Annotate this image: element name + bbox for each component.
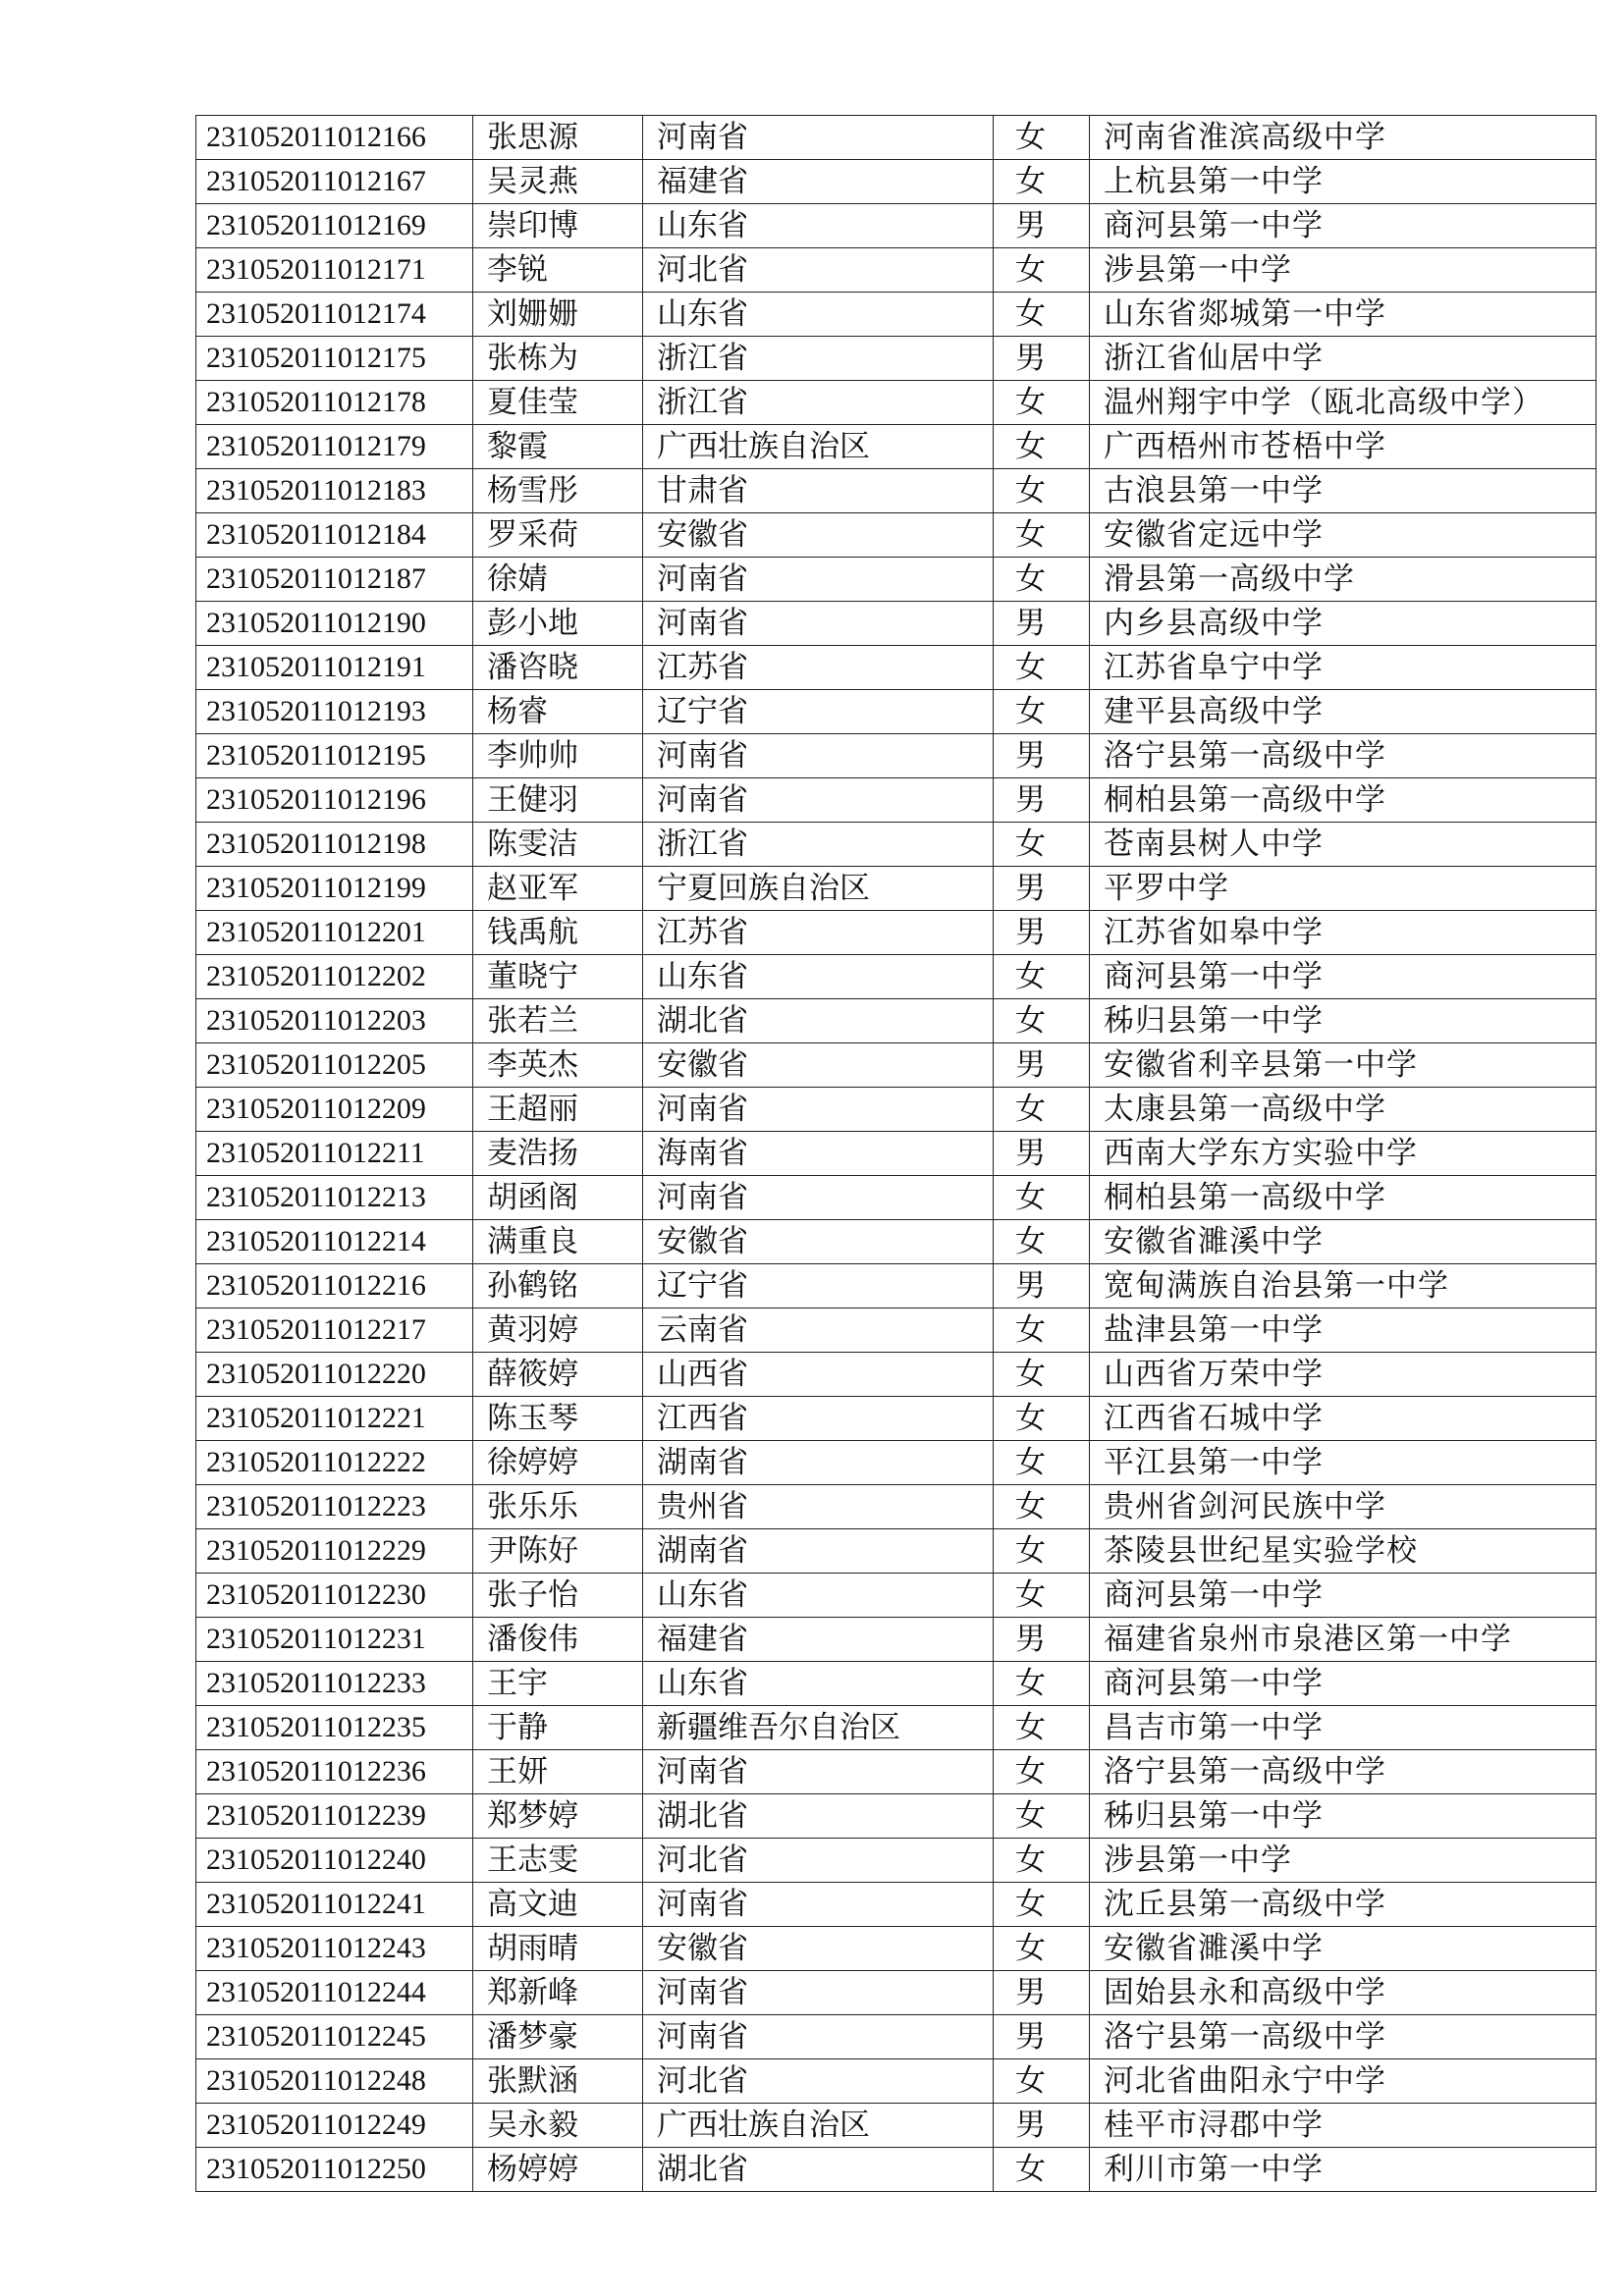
table-row [196,646,1597,690]
student-name-cell: 李英杰 [473,1043,643,1088]
gender-cell: 女 [994,293,1090,337]
student-name-cell: 夏佳莹 [473,381,643,425]
table-row [196,1088,1597,1132]
student-id-cell: 231052011012249 [196,2104,473,2148]
province-cell: 河南省 [643,2015,994,2059]
student-id-cell: 231052011012243 [196,1927,473,1971]
gender-cell: 男 [994,1132,1090,1176]
school-cell: 江西省石城中学 [1090,1397,1597,1441]
school-cell: 商河县第一中学 [1090,955,1597,999]
province-cell: 广西壮族自治区 [643,425,994,469]
province-cell: 河南省 [643,734,994,778]
student-id-cell: 231052011012235 [196,1706,473,1750]
province-cell: 河南省 [643,778,994,823]
gender-cell: 女 [994,469,1090,513]
province-cell: 河南省 [643,1750,994,1794]
gender-cell: 男 [994,734,1090,778]
school-cell: 古浪县第一中学 [1090,469,1597,513]
student-name-cell: 胡雨晴 [473,1927,643,1971]
table-row [196,425,1597,469]
student-id-cell: 231052011012193 [196,690,473,734]
province-cell: 山东省 [643,955,994,999]
student-name-cell: 王妍 [473,1750,643,1794]
student-name-cell: 黄羽婷 [473,1308,643,1353]
table-row [196,823,1597,867]
gender-cell: 女 [994,2059,1090,2104]
gender-cell: 女 [994,1441,1090,1485]
school-cell: 洛宁县第一高级中学 [1090,734,1597,778]
gender-cell: 女 [994,1220,1090,1264]
student-id-cell: 231052011012244 [196,1971,473,2015]
student-id-cell: 231052011012216 [196,1264,473,1308]
province-cell: 浙江省 [643,381,994,425]
table-row [196,2015,1597,2059]
student-name-cell: 陈雯洁 [473,823,643,867]
province-cell: 福建省 [643,160,994,204]
school-cell: 平罗中学 [1090,867,1597,911]
table-row [196,1839,1597,1883]
student-id-cell: 231052011012233 [196,1662,473,1706]
table-row [196,999,1597,1043]
student-name-cell: 钱禹航 [473,911,643,955]
student-id-cell: 231052011012201 [196,911,473,955]
table-row [196,1308,1597,1353]
gender-cell: 女 [994,1176,1090,1220]
student-name-cell: 潘梦豪 [473,2015,643,2059]
gender-cell: 女 [994,1088,1090,1132]
student-name-cell: 于静 [473,1706,643,1750]
gender-cell: 女 [994,558,1090,602]
gender-cell: 女 [994,116,1090,160]
student-id-cell: 231052011012179 [196,425,473,469]
gender-cell: 女 [994,823,1090,867]
province-cell: 河南省 [643,116,994,160]
student-name-cell: 杨婷婷 [473,2148,643,2192]
student-id-cell: 231052011012213 [196,1176,473,1220]
student-id-cell: 231052011012171 [196,248,473,293]
student-name-cell: 李锐 [473,248,643,293]
province-cell: 湖南省 [643,1529,994,1574]
gender-cell: 女 [994,425,1090,469]
table-row [196,381,1597,425]
school-cell: 太康县第一高级中学 [1090,1088,1597,1132]
gender-cell: 女 [994,999,1090,1043]
gender-cell: 女 [994,1839,1090,1883]
province-cell: 安徽省 [643,1927,994,1971]
table-row [196,1176,1597,1220]
school-cell: 山东省郯城第一中学 [1090,293,1597,337]
school-cell: 安徽省濉溪中学 [1090,1220,1597,1264]
student-name-cell: 潘咨晓 [473,646,643,690]
gender-cell: 女 [994,1706,1090,1750]
province-cell: 海南省 [643,1132,994,1176]
table-row [196,1441,1597,1485]
student-id-cell: 231052011012178 [196,381,473,425]
table-row [196,204,1597,248]
province-cell: 福建省 [643,1618,994,1662]
table-row [196,337,1597,381]
school-cell: 江苏省阜宁中学 [1090,646,1597,690]
province-cell: 新疆维吾尔自治区 [643,1706,994,1750]
student-id-cell: 231052011012236 [196,1750,473,1794]
student-name-cell: 黎霞 [473,425,643,469]
school-cell: 平江县第一中学 [1090,1441,1597,1485]
province-cell: 宁夏回族自治区 [643,867,994,911]
student-name-cell: 麦浩扬 [473,1132,643,1176]
gender-cell: 女 [994,1574,1090,1618]
gender-cell: 男 [994,2104,1090,2148]
gender-cell: 女 [994,1397,1090,1441]
student-name-cell: 杨睿 [473,690,643,734]
province-cell: 河北省 [643,1839,994,1883]
student-id-cell: 231052011012222 [196,1441,473,1485]
student-id-cell: 231052011012184 [196,513,473,558]
school-cell: 广西梧州市苍梧中学 [1090,425,1597,469]
table-row [196,911,1597,955]
province-cell: 湖北省 [643,1794,994,1839]
gender-cell: 女 [994,955,1090,999]
school-cell: 温州翔宇中学（瓯北高级中学） [1090,381,1597,425]
table-row [196,116,1597,160]
table-row [196,1794,1597,1839]
province-cell: 湖北省 [643,999,994,1043]
province-cell: 江西省 [643,1397,994,1441]
student-name-cell: 李帅帅 [473,734,643,778]
province-cell: 安徽省 [643,513,994,558]
school-cell: 宽甸满族自治县第一中学 [1090,1264,1597,1308]
student-name-cell: 陈玉琴 [473,1397,643,1441]
gender-cell: 女 [994,1353,1090,1397]
student-id-cell: 231052011012209 [196,1088,473,1132]
table-row [196,469,1597,513]
student-id-cell: 231052011012195 [196,734,473,778]
gender-cell: 女 [994,160,1090,204]
gender-cell: 女 [994,1794,1090,1839]
gender-cell: 女 [994,1927,1090,1971]
province-cell: 河北省 [643,2059,994,2104]
school-cell: 昌吉市第一中学 [1090,1706,1597,1750]
province-cell: 山东省 [643,1662,994,1706]
table-row [196,734,1597,778]
gender-cell: 男 [994,1043,1090,1088]
school-cell: 盐津县第一中学 [1090,1308,1597,1353]
student-name-cell: 满重良 [473,1220,643,1264]
province-cell: 湖南省 [643,1441,994,1485]
table-row [196,513,1597,558]
province-cell: 江苏省 [643,911,994,955]
province-cell: 山西省 [643,1353,994,1397]
student-id-cell: 231052011012196 [196,778,473,823]
student-name-cell: 潘俊伟 [473,1618,643,1662]
school-cell: 利川市第一中学 [1090,2148,1597,2192]
student-name-cell: 张子怡 [473,1574,643,1618]
school-cell: 内乡县高级中学 [1090,602,1597,646]
student-id-cell: 231052011012198 [196,823,473,867]
gender-cell: 男 [994,204,1090,248]
gender-cell: 男 [994,1618,1090,1662]
student-id-cell: 231052011012205 [196,1043,473,1088]
gender-cell: 女 [994,690,1090,734]
student-name-cell: 杨雪彤 [473,469,643,513]
school-cell: 福建省泉州市泉港区第一中学 [1090,1618,1597,1662]
student-name-cell: 刘姗姗 [473,293,643,337]
gender-cell: 女 [994,1883,1090,1927]
student-id-cell: 231052011012175 [196,337,473,381]
gender-cell: 女 [994,1308,1090,1353]
table-row [196,558,1597,602]
student-name-cell: 王宇 [473,1662,643,1706]
table-row [196,1750,1597,1794]
school-cell: 河北省曲阳永宁中学 [1090,2059,1597,2104]
student-name-cell: 董晓宁 [473,955,643,999]
table-row [196,1485,1597,1529]
gender-cell: 女 [994,1529,1090,1574]
table-row [196,1264,1597,1308]
school-cell: 固始县永和高级中学 [1090,1971,1597,2015]
table-row [196,690,1597,734]
table-row [196,1971,1597,2015]
student-id-cell: 231052011012250 [196,2148,473,2192]
province-cell: 河北省 [643,248,994,293]
province-cell: 浙江省 [643,337,994,381]
province-cell: 河南省 [643,602,994,646]
province-cell: 浙江省 [643,823,994,867]
gender-cell: 女 [994,646,1090,690]
table-row [196,602,1597,646]
school-cell: 江苏省如皋中学 [1090,911,1597,955]
student-name-cell: 赵亚军 [473,867,643,911]
student-name-cell: 吴灵燕 [473,160,643,204]
school-cell: 浙江省仙居中学 [1090,337,1597,381]
student-id-cell: 231052011012211 [196,1132,473,1176]
student-name-cell: 张思源 [473,116,643,160]
student-id-cell: 231052011012240 [196,1839,473,1883]
province-cell: 安徽省 [643,1220,994,1264]
student-name-cell: 张栋为 [473,337,643,381]
student-id-cell: 231052011012239 [196,1794,473,1839]
province-cell: 山东省 [643,293,994,337]
table-row [196,2148,1597,2192]
gender-cell: 男 [994,1971,1090,2015]
table-row [196,1220,1597,1264]
province-cell: 辽宁省 [643,690,994,734]
school-cell: 滑县第一高级中学 [1090,558,1597,602]
student-name-cell: 郑梦婷 [473,1794,643,1839]
table-row [196,1662,1597,1706]
school-cell: 洛宁县第一高级中学 [1090,1750,1597,1794]
student-id-cell: 231052011012203 [196,999,473,1043]
school-cell: 安徽省濉溪中学 [1090,1927,1597,1971]
table-row [196,1043,1597,1088]
table-row [196,1529,1597,1574]
school-cell: 山西省万荣中学 [1090,1353,1597,1397]
student-id-cell: 231052011012202 [196,955,473,999]
student-id-cell: 231052011012221 [196,1397,473,1441]
student-name-cell: 王超丽 [473,1088,643,1132]
table-row [196,1706,1597,1750]
student-name-cell: 张乐乐 [473,1485,643,1529]
student-name-cell: 胡函阁 [473,1176,643,1220]
school-cell: 河南省淮滨高级中学 [1090,116,1597,160]
gender-cell: 女 [994,1485,1090,1529]
table-row [196,1574,1597,1618]
table-row [196,248,1597,293]
gender-cell: 男 [994,867,1090,911]
student-id-cell: 231052011012166 [196,116,473,160]
province-cell: 辽宁省 [643,1264,994,1308]
gender-cell: 女 [994,513,1090,558]
province-cell: 河南省 [643,1088,994,1132]
province-cell: 山东省 [643,1574,994,1618]
student-name-cell: 孙鹤铭 [473,1264,643,1308]
student-name-cell: 高文迪 [473,1883,643,1927]
province-cell: 河南省 [643,1971,994,2015]
school-cell: 商河县第一中学 [1090,1574,1597,1618]
student-name-cell: 王志雯 [473,1839,643,1883]
student-id-cell: 231052011012167 [196,160,473,204]
student-id-cell: 231052011012229 [196,1529,473,1574]
table-row [196,2104,1597,2148]
student-id-cell: 231052011012241 [196,1883,473,1927]
student-id-cell: 231052011012248 [196,2059,473,2104]
school-cell: 沈丘县第一高级中学 [1090,1883,1597,1927]
province-cell: 河南省 [643,1176,994,1220]
student-name-cell: 崇印博 [473,204,643,248]
table-row [196,778,1597,823]
gender-cell: 女 [994,381,1090,425]
province-cell: 甘肃省 [643,469,994,513]
roster-table [195,115,1597,2192]
student-name-cell: 吴永毅 [473,2104,643,2148]
table-row [196,293,1597,337]
school-cell: 涉县第一中学 [1090,248,1597,293]
student-id-cell: 231052011012183 [196,469,473,513]
school-cell: 商河县第一中学 [1090,1662,1597,1706]
table-row [196,1927,1597,1971]
student-id-cell: 231052011012220 [196,1353,473,1397]
student-id-cell: 231052011012230 [196,1574,473,1618]
school-cell: 秭归县第一中学 [1090,1794,1597,1839]
table-row [196,1883,1597,1927]
table-row [196,955,1597,999]
table-row [196,867,1597,911]
school-cell: 秭归县第一中学 [1090,999,1597,1043]
student-name-cell: 彭小地 [473,602,643,646]
student-id-cell: 231052011012191 [196,646,473,690]
student-id-cell: 231052011012217 [196,1308,473,1353]
student-name-cell: 张默涵 [473,2059,643,2104]
school-cell: 桂平市浔郡中学 [1090,2104,1597,2148]
gender-cell: 女 [994,248,1090,293]
school-cell: 安徽省定远中学 [1090,513,1597,558]
student-name-cell: 薛筱婷 [473,1353,643,1397]
province-cell: 云南省 [643,1308,994,1353]
student-name-cell: 徐婧 [473,558,643,602]
province-cell: 广西壮族自治区 [643,2104,994,2148]
student-id-cell: 231052011012245 [196,2015,473,2059]
school-cell: 安徽省利辛县第一中学 [1090,1043,1597,1088]
gender-cell: 女 [994,2148,1090,2192]
school-cell: 涉县第一中学 [1090,1839,1597,1883]
province-cell: 河南省 [643,558,994,602]
school-cell: 桐柏县第一高级中学 [1090,1176,1597,1220]
school-cell: 洛宁县第一高级中学 [1090,2015,1597,2059]
gender-cell: 男 [994,337,1090,381]
table-row [196,1132,1597,1176]
province-cell: 山东省 [643,204,994,248]
gender-cell: 女 [994,1662,1090,1706]
gender-cell: 男 [994,911,1090,955]
student-id-cell: 231052011012199 [196,867,473,911]
student-id-cell: 231052011012214 [196,1220,473,1264]
student-id-cell: 231052011012169 [196,204,473,248]
student-name-cell: 罗采荷 [473,513,643,558]
school-cell: 西南大学东方实验中学 [1090,1132,1597,1176]
province-cell: 江苏省 [643,646,994,690]
gender-cell: 男 [994,1264,1090,1308]
gender-cell: 女 [994,1750,1090,1794]
school-cell: 茶陵县世纪星实验学校 [1090,1529,1597,1574]
table-row [196,1353,1597,1397]
school-cell: 商河县第一中学 [1090,204,1597,248]
gender-cell: 男 [994,778,1090,823]
province-cell: 河南省 [643,1883,994,1927]
gender-cell: 男 [994,602,1090,646]
student-name-cell: 徐婷婷 [473,1441,643,1485]
school-cell: 贵州省剑河民族中学 [1090,1485,1597,1529]
school-cell: 上杭县第一中学 [1090,160,1597,204]
school-cell: 建平县高级中学 [1090,690,1597,734]
student-id-cell: 231052011012190 [196,602,473,646]
student-name-cell: 张若兰 [473,999,643,1043]
table-row [196,2059,1597,2104]
table-row [196,1397,1597,1441]
student-id-cell: 231052011012223 [196,1485,473,1529]
student-name-cell: 郑新峰 [473,1971,643,2015]
province-cell: 安徽省 [643,1043,994,1088]
school-cell: 苍南县树人中学 [1090,823,1597,867]
school-cell: 桐柏县第一高级中学 [1090,778,1597,823]
table-row [196,1618,1597,1662]
province-cell: 湖北省 [643,2148,994,2192]
student-name-cell: 尹陈好 [473,1529,643,1574]
table-row [196,160,1597,204]
province-cell: 贵州省 [643,1485,994,1529]
roster-table-body [196,116,1597,2192]
student-id-cell: 231052011012231 [196,1618,473,1662]
gender-cell: 男 [994,2015,1090,2059]
student-id-cell: 231052011012187 [196,558,473,602]
student-name-cell: 王健羽 [473,778,643,823]
student-id-cell: 231052011012174 [196,293,473,337]
